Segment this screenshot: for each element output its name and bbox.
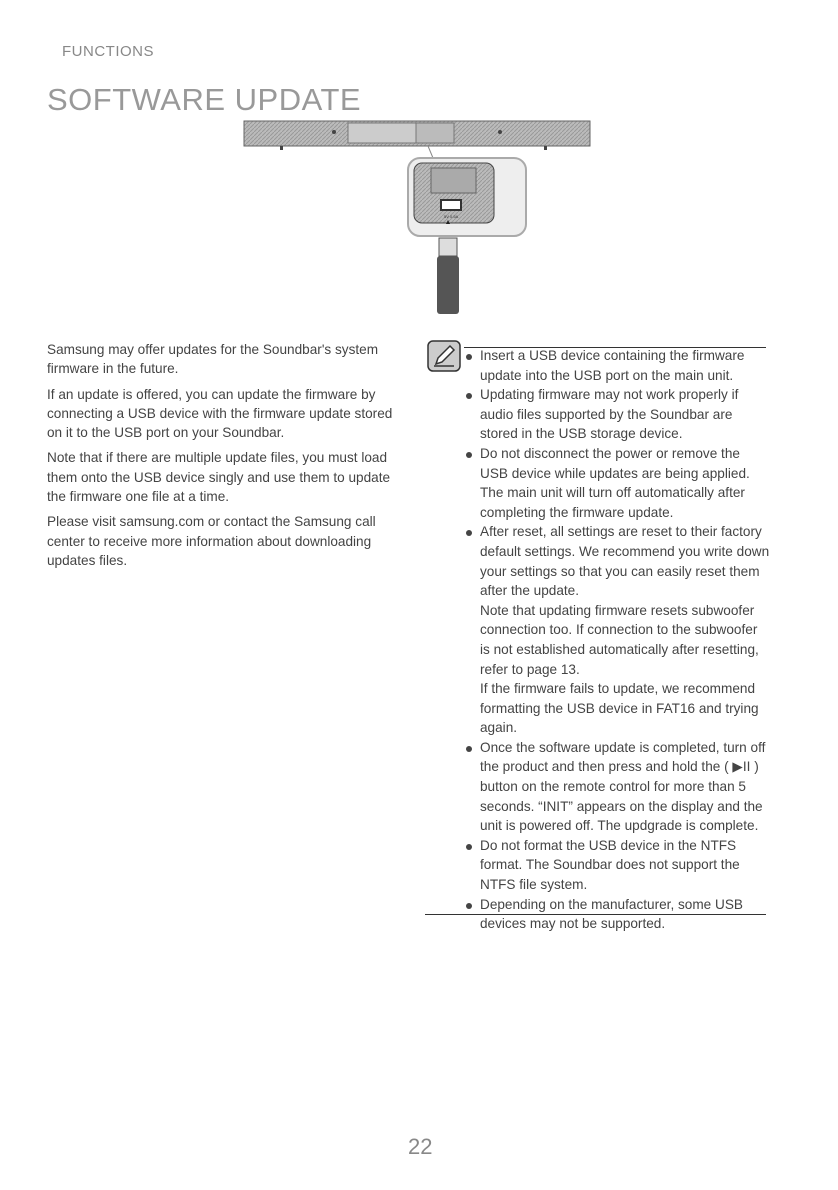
note-item: Updating firmware may not work properly if audio files supported by the Soundbar are stored in the USB storage device. <box>465 385 770 444</box>
note-item: After reset, all settings are reset to their factory default settings. We recommend you write down your settings so that you can easily reset them after the update. Note that updating firmware resets subwoofer connection too. If connection to the subwoofer is not established automatically after resetting, refer to page 13. If the firmware fails to update, we recommend formatting the USB device in FAT16 and trying again. <box>465 522 770 738</box>
note-pencil-icon <box>427 340 461 377</box>
section-label: FUNCTIONS <box>62 43 154 60</box>
divider <box>425 914 766 915</box>
paragraph: If an update is offered, you can update the firmware by connecting a USB device with the firmware update stored on it to the USB port on your Soundbar. <box>47 386 393 441</box>
note-item: Depending on the manufacturer, some USB devices may not be supported. <box>465 895 770 934</box>
usb-port-label: 5V 0.5A <box>444 214 459 219</box>
note-item: Do not format the USB device in the NTFS format. The Soundbar does not support the NTFS file system. <box>465 836 770 895</box>
intro-text <box>47 340 397 576</box>
note-item: Do not disconnect the power or remove the USB device while updates are being applied. The main unit will turn off automatically after completing the firmware update. <box>465 444 770 522</box>
soundbar-usb-illustration <box>238 120 598 320</box>
paragraph: Samsung may offer updates for the Soundbar's system firmware in the future. <box>47 342 379 377</box>
paragraph: Please visit samsung.com or contact the Samsung call center to receive more information about downloading updates files. <box>47 514 376 568</box>
page-number: 22 <box>408 1134 433 1159</box>
notes-list <box>465 346 770 934</box>
note-item: Insert a USB device containing the firmware update into the USB port on the main unit. <box>465 346 770 385</box>
paragraph: Note that if there are multiple update files, you must load them onto the USB device singly and use them to update the firmware one file at a time. <box>47 450 391 505</box>
page-title: SOFTWARE UPDATE <box>47 82 362 117</box>
note-item: Once the software update is completed, turn off the product and then press and hold the ( ▶II ) button on the remote control for more than 5 seconds. “INIT” appears on the display and the unit is powered off. The updgrade is complete. <box>465 738 770 836</box>
